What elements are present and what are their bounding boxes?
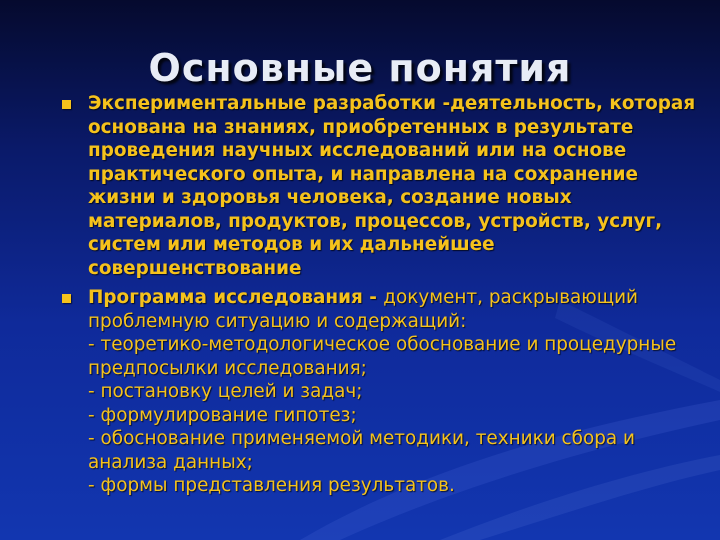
list-item — [62, 286, 702, 498]
item-bold-text: Экспериментальные разработки -деятельность, которая основана на знаниях, приобретенных в результате проведения научных исследований или на основе практического опыта, и направлена на сохранение жизни и здоровья человека, создание новых материалов, продуктов, процессов, устройств, услуг, систем или методов и их дальнейшее совершенствование — [88, 93, 696, 279]
bullet-square-icon — [62, 294, 71, 303]
item-text: документ, раскрывающий проблемную ситуацию и содержащий: — [88, 287, 639, 332]
item-subline: - формулирование гипотез; — [88, 404, 357, 426]
item-subline: - теоретико-методологическое обоснование и процедурные предпосылки исследования; — [88, 334, 677, 379]
bullet-square-icon — [62, 100, 71, 109]
item-subline: - обоснование применяемой методики, техники сбора и анализа данных; — [88, 428, 635, 473]
slide-content — [62, 92, 702, 504]
item-subline: - постановку целей и задач; — [88, 381, 363, 402]
list-item — [62, 92, 702, 280]
item-bold-text: Программа исследования - — [88, 287, 384, 308]
slide-title: Основные понятия — [148, 46, 572, 90]
item-subline: - формы представления результатов. — [88, 475, 455, 496]
